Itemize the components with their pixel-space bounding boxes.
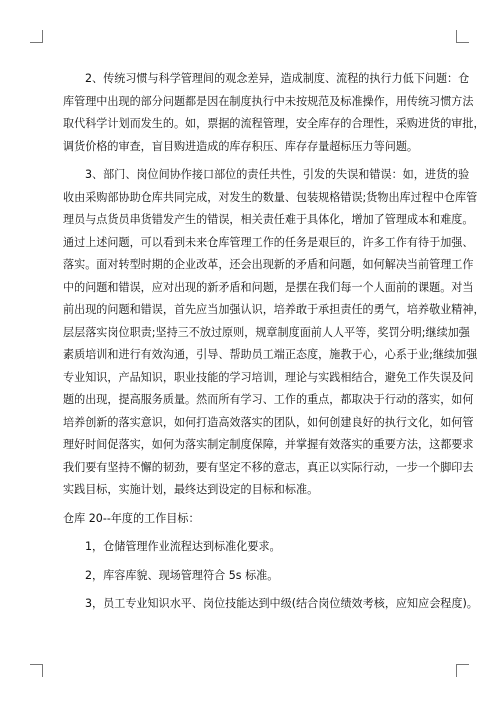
crop-mark-top-right (456, 30, 469, 43)
paragraph-traditional-habits (63, 68, 485, 158)
text-line: 培养创新的落实意识，如何打造高效落实的团队，如何创建良好的执行文化，如何管 (63, 415, 474, 429)
crop-mark-bottom-left (30, 664, 43, 677)
text-line: 专业知识，产品知识，职业技能的学习培训，理论与实践相结合，避免工作失误及问 (63, 370, 474, 384)
text-line: 层层落实岗位职责;坚持三不放过原则，规章制度面前人人平等，奖罚分明;继续加强 (63, 325, 470, 339)
document-body (63, 68, 485, 616)
text-line: 素质培训和进行有效沟通，引导、帮助员工端正态度，施教于心，心系于业;继续加强 (63, 348, 478, 361)
text-line: 落实。面对转型时期的企业改革，还会出现新的矛盾和问题，如何解决当前管理工作 (63, 258, 474, 271)
text-line: 实践目标，实施计划，最终达到设定的目标和标准。 (63, 483, 319, 496)
crop-mark-bottom-right (456, 664, 469, 677)
text-line: 2、传统习惯与科学管理间的观念差异，造成制度、流程的执行力低下问题：仓 (85, 72, 470, 85)
text-line: 调货价格的审查，盲目购进造成的库存积压、库存存量超标压力等问题。 (63, 139, 419, 153)
text-line: 前出现的问题和错误，首先应当加强认识，培养敢于承担责任的勇气，培养敬业精神， (63, 303, 485, 316)
text-line: 中的问题和错误，应对出现的新矛盾和问题，是摆在我们每一个人面前的课题。对当 (63, 280, 474, 294)
text-line: 收由采购部协助仓库共同完成，对发生的数量、包装规格错误;货物出库过程中仓库管 (63, 190, 478, 204)
text-line: 库管理中出现的部分问题都是因在制度执行中未按规范及标准操作，用传统习惯方法 (63, 94, 474, 108)
goal-item-3: 3，员工专业知识水平、岗位技能达到中级(结合岗位绩效考核，应知应会程度)。 (85, 597, 478, 610)
text-line: 通过上述问题，可以看到未来仓库管理工作的任务是艰巨的，许多工作有待于加强、 (63, 235, 474, 249)
text-line: 我们要有坚持不懈的韧劲，要有坚定不移的意志，真正以实际行动，一步一个脚印去 (63, 460, 474, 474)
text-line: 理好时间促落实，如何为落实制定制度保障，并掌握有效落实的重要方法，这都要求 (63, 438, 474, 451)
goal-item-2: 2，库容库貌、现场管理符合 5s 标准。 (85, 568, 279, 582)
text-line: 取代科学计划而发生的。如，票据的流程管理，安全库存的合理性，采购进货的审批， (63, 117, 485, 130)
section-heading-annual-goals: 仓库 20--年度的工作目标： (63, 511, 200, 525)
text-line: 3、部门、岗位间协作接口部位的责任共性，引发的失误和错误：如，进货的验 (85, 168, 470, 181)
text-line: 题的出现，提高服务质量。然而所有学习、工作的重点，都取决于行动的落实，如何 (63, 393, 474, 406)
text-line: 理员与点货员串货错发产生的错误，相关责任难于具体化，增加了管理成本和难度。 (63, 213, 474, 226)
goal-item-1: 1，仓储管理作业流程达到标准化要求。 (85, 540, 281, 553)
crop-mark-top-left (30, 30, 43, 43)
paragraph-department-collaboration (63, 164, 485, 502)
